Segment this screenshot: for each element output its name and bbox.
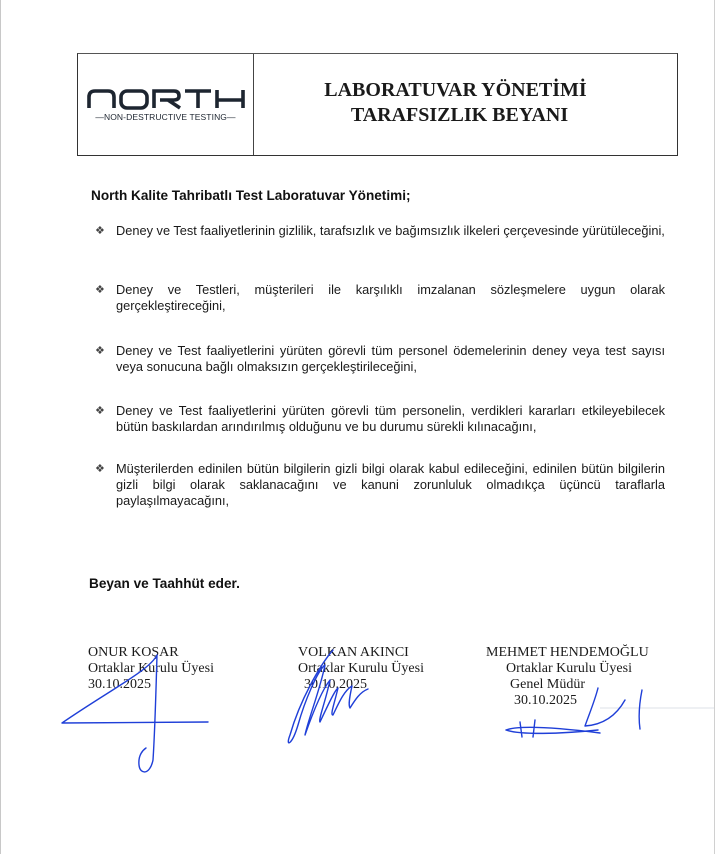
signatory-role: Ortaklar Kurulu Üyesi	[506, 661, 632, 676]
list-item	[95, 403, 665, 435]
diamond-cluster-icon: ❖	[95, 345, 105, 357]
list-item	[95, 223, 665, 239]
diamond-cluster-icon: ❖	[95, 405, 105, 417]
north-logo-icon	[86, 88, 246, 110]
list-item-text: Deney ve Test faaliyetlerini yürüten görevli tüm personel ödemelerinin deney veya test sayısı veya sonucuna bağlı olmaksızın gerçekleştirileceğini,	[116, 343, 665, 374]
signatory-role: Ortaklar Kurulu Üyesi	[298, 661, 424, 676]
diamond-cluster-icon: ❖	[95, 463, 105, 475]
list-item-text: Müşterilerden edinilen bütün bilgilerin gizli bilgi olarak kabul edileceğini, edinilen bütün bilgilerin gizli bilgi olarak saklanacağını ve kanuni zorunluluk olmadıkça üçüncü taraflarla paylaşılmayacağını,	[116, 461, 665, 508]
page-edge	[714, 0, 715, 854]
diamond-cluster-icon: ❖	[95, 225, 105, 237]
list-item-text: Deney ve Test faaliyetlerini yürüten görevli tüm personelin, verdikleri kararları etkileyebilecek bütün baskılardan arındırılmış olduğunu ve bu durumu sürekli kılınacağını,	[116, 403, 665, 434]
company-logo	[78, 54, 254, 155]
signatory-block	[88, 645, 214, 693]
signatory-name: ONUR KOŞAR	[88, 645, 179, 660]
title-line-1: LABORATUVAR YÖNETİMİ	[324, 78, 587, 101]
signatory-name: VOLKAN AKINCI	[298, 645, 409, 660]
title-line-2: TARAFSIZLIK BEYANI	[350, 103, 569, 126]
signatory-role: Ortaklar Kurulu Üyesi	[88, 661, 214, 676]
signatory-block	[298, 645, 424, 693]
list-item	[95, 282, 665, 314]
signatory-block	[486, 645, 649, 709]
signature-date: 30.10.2025	[514, 693, 577, 708]
list-item-text: Deney ve Test faaliyetlerinin gizlilik, tarafsızlık ve bağımsızlık ilkeleri çerçevesinde yürütüleceğini,	[116, 223, 665, 238]
list-item	[95, 343, 665, 375]
signatory-name: MEHMET HENDEMOĞLU	[486, 645, 649, 660]
intro-heading: North Kalite Tahribatlı Test Laboratuvar Yönetimi;	[91, 188, 411, 203]
page-edge	[0, 0, 1, 854]
diamond-cluster-icon: ❖	[95, 284, 105, 296]
document-header	[77, 53, 678, 156]
signature-date: 30.10.2025	[88, 677, 151, 692]
list-item	[95, 461, 665, 509]
divider	[600, 707, 714, 709]
closing-statement: Beyan ve Taahhüt eder.	[89, 576, 240, 591]
list-item-text: Deney ve Testleri, müşterileri ile karşılıklı imzalanan sözleşmelere uygun olarak gerçekleştireceğini,	[116, 282, 665, 313]
signature-date: 30.10.2025	[304, 677, 367, 692]
logo-tagline: —NON-DESTRUCTIVE TESTING—	[95, 111, 236, 122]
signatory-title: Genel Müdür	[510, 677, 586, 692]
document-title	[254, 54, 677, 155]
